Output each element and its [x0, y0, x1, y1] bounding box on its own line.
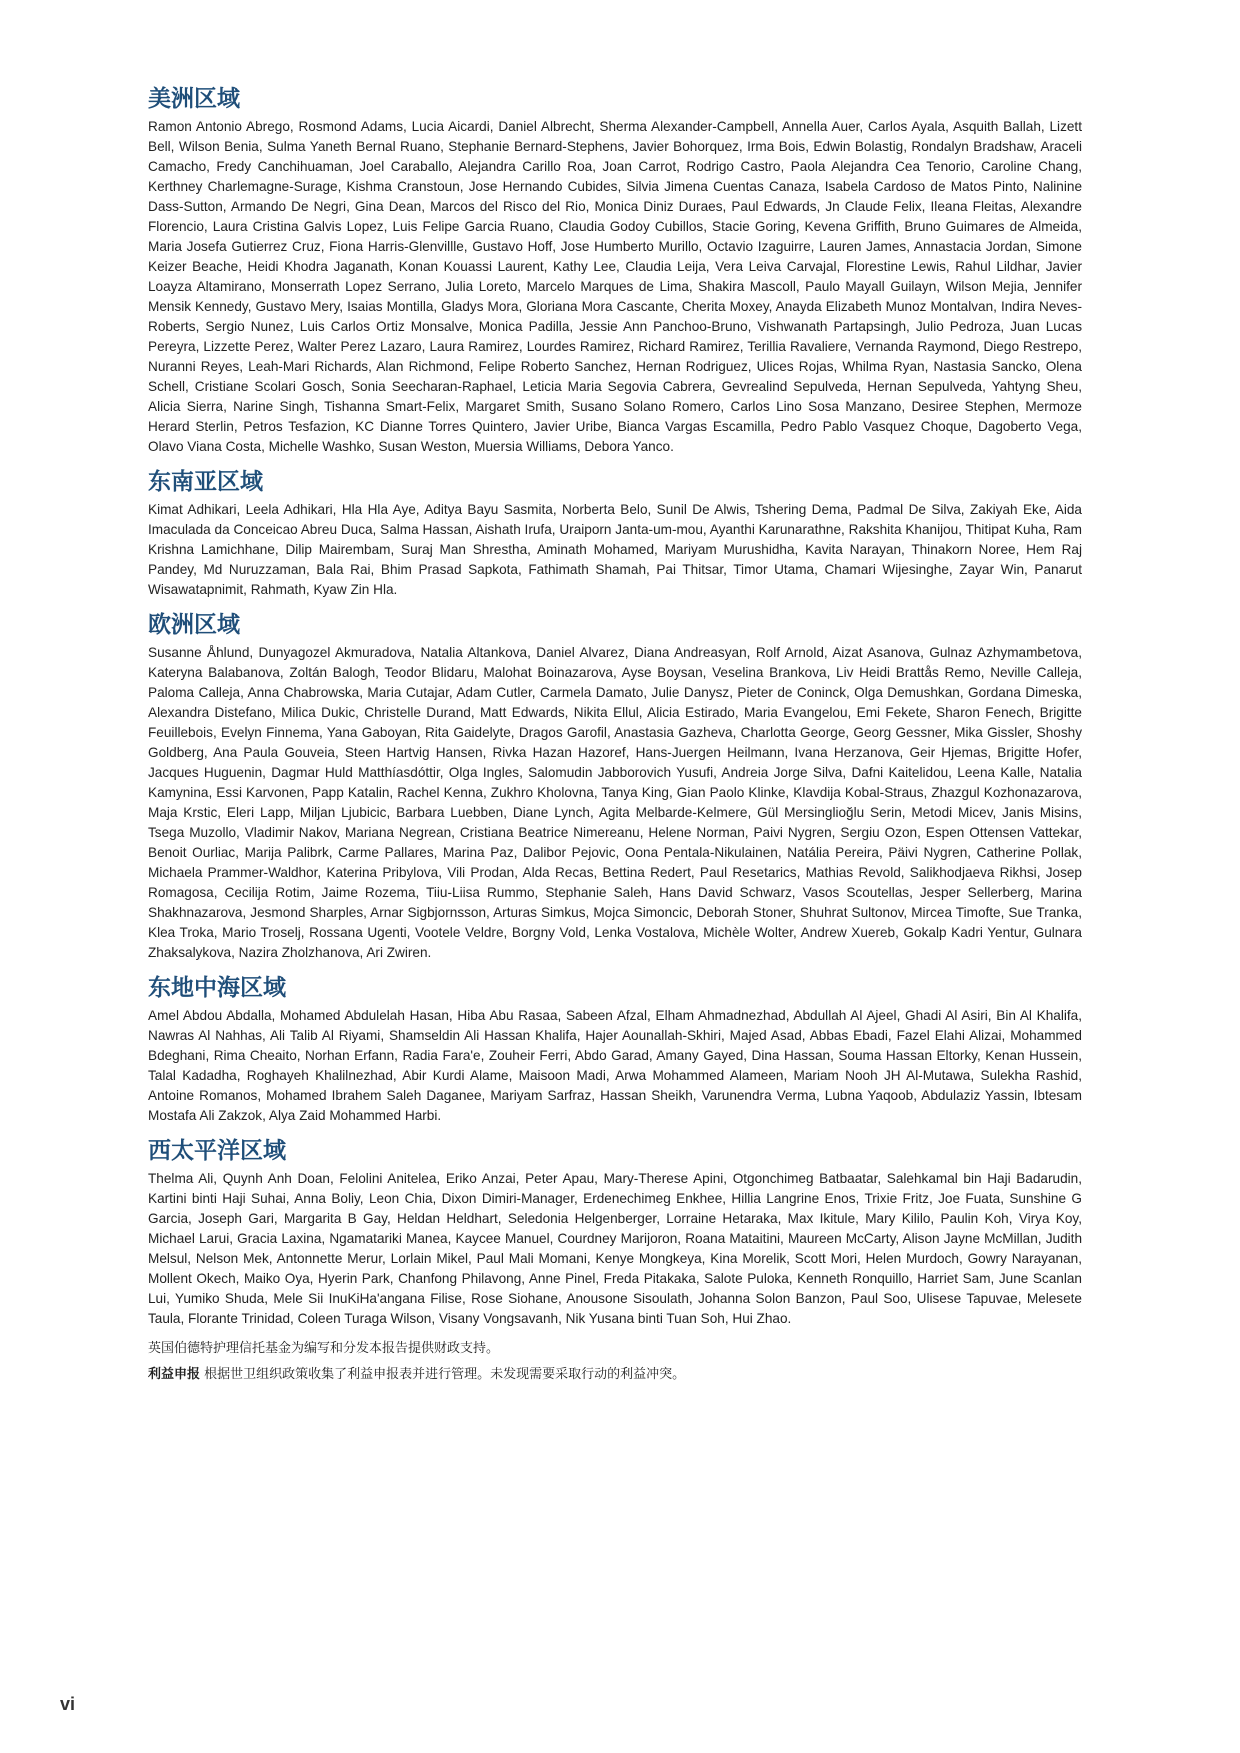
- section-body: Ramon Antonio Abrego, Rosmond Adams, Lucia Aicardi, Daniel Albrecht, Sherma Alexander-Campbell, Annella Auer, Carlos Ayala, Asquith Ballah, Lizett Bell, Wilson Benia, Sulma Yaneth Bernal Ruano, Stephanie Bernard-Stephens, Javier Bohorquez, Irma Bois, Edwin Bolastig, Rondalyn Bradshaw, Araceli Camacho, Fredy Canchihuaman, Joel Caraballo, Alejandra Carillo Roa, Joan Carrot, Rodrigo Castro, Paola Alejandra Cea Tenorio, Caroline Chang, Kerthney Charlemagne-Surage, Kishma Cranstoun, Jose Hernando Cubides, Silvia Jimena Cuentas Canaza, Isabela Cardoso de Matos Pinto, Nalinine Dass-Sutton, Armando De Negri, Gina Dean, Marcos del Risco del Rio, Monica Diniz Duraes, Paul Edwards, Jn Claude Felix, Ileana Fleitas, Alexandre Florencio, Laura Cristina Galvis Lopez, Luis Felipe Garcia Ruano, Claudia Godoy Cubillos, Stacie Goring, Kevena Griffith, Bruno Guimares de Almeida, Maria Josefa Gutierrez Cruz, Fiona Harris-Glenvillle, Gustavo Hoff, Jose Humberto Murillo, Octavio Izaguirre, Lauren James, Annastacia Jordan, Simone Keizer Beache, Heidi Khodra Jaganath, Konan Kouassi Laurent, Kathy Lee, Claudia Leija, Vera Leiva Carvajal, Florestine Lewis, Rahul Lildhar, Javier Loayza Altamirano, Monserrath Lopez Serrano, Julia Loreto, Marcelo Marques de Lima, Shakira Mascoll, Paulo Mayall Guilayn, Wilson Mejia, Jennifer Mensik Kennedy, Gustavo Mery, Isaias Montilla, Gladys Mora, Gloriana Mora Cascante, Cherita Moxey, Anayda Elizabeth Munoz Montalvan, Indira Neves- Roberts, Sergio Nunez, Luis Carlos Ortiz Monsalve, Monica Padilla, Jessie Ann Panchoo-Bruno, Vishwanath Partapsingh, Julio Pedroza, Juan Lucas Pereyra, Lizzette Perez, Walter Perez Lazaro, Laura Ramirez, Lourdes Ramirez, Richard Ramirez, Terillia Ravaliere, Vernanda Raymond, Diego Restrepo, Nuranni Reyes, Leah-Mari Richards, Alan Richmond, Felipe Roberto Sanchez, Hernan Rodriguez, Ulices Rojas, Whilma Ryan, Nastasia Sancko, Olena Schell, Cristiane Scolari Gosch, Sonia Seecharan-Raphael, Leticia Maria Segovia Cabrera, Gevrealind Sepulveda, Hernan Sepulveda, Yahtyng Sheu, Alicia Sierra, Narine Singh, Tishanna Smart-Felix, Margaret Smith, Susano Solano Romero, Carlos Lino Sosa Manzano, Desiree Stephen, Mermoze Herard Sterlin, Petros Tesfazion, KC Dianne Torres Quintero, Javier Uribe, Bianca Vargas Escamilla, Pedro Pablo Vasquez Choque, Dagoberto Vega, Olavo Viana Costa, Michelle Washko, Susan Weston, Muersia Williams, Debora Yanco.: [148, 119, 1082, 454]
- section-heading: 西太平洋区域: [148, 1138, 286, 1164]
- interest-declaration-text: 根据世卫组织政策收集了利益申报表并进行管理。未发现需要采取行动的利益冲突。: [200, 1367, 686, 1382]
- section-heading: 美洲区域: [148, 86, 240, 112]
- page-number: vi: [60, 1694, 76, 1714]
- section-europe: [148, 610, 1082, 963]
- section-western-pacific: [148, 1136, 1082, 1329]
- section-eastern-mediterranean: [148, 973, 1082, 1126]
- section-body: Kimat Adhikari, Leela Adhikari, Hla Hla Aye, Aditya Bayu Sasmita, Norberta Belo, Sunil De Alwis, Tshering Dema, Padmal De Silva, Zakiyah Eke, Aida Imaculada da Conceicao Abreu Duca, Salma Hassan, Aishath Irufa, Uraiporn Janta-um-mou, Ayanthi Karunarathne, Rakshita Khanijou, Thitipat Kuha, Ram Krishna Lamichhane, Dilip Mairembam, Suraj Man Shrestha, Aminath Mohamed, Mariyam Murushidha, Kavita Narayan, Thinakorn Noree, Hem Raj Pandey, Md Nuruzzaman, Bala Rai, Bhim Prasad Sapkota, Fathimath Shamah, Pai Thitsar, Timor Utama, Chamari Wijesinghe, Zayar Win, Panarut Wisawatapnimit, Rahmath, Kyaw Zin Hla.: [148, 502, 1082, 597]
- section-heading: 东南亚区域: [148, 469, 263, 495]
- section-body: Thelma Ali, Quynh Anh Doan, Felolini Anitelea, Eriko Anzai, Peter Apau, Mary-Therese Apini, Otgonchimeg Batbaatar, Salehkamal bin Haji Badarudin, Kartini binti Haji Suhai, Anna Boliy, Leon Chia, Dixon Dimiri-Manager, Erdenechimeg Enkhee, Hillia Langrine Enos, Trixie Fritz, Joe Fuata, Sunshine G Garcia, Joseph Gari, Margarita B Gay, Heldan Heldhart, Seledonia Helgenberger, Lorraine Hetaraka, Max Ikitule, Mary Kililo, Paulin Koh, Virya Koy, Michael Larui, Gracia Laxina, Ngamatariki Manea, Kaycee Manuel, Courdney Marijoron, Roana Mataitini, Maureen McCarty, Alison Jayne McMillan, Judith Melsul, Nelson Mek, Antonnette Merur, Lorlain Mikel, Paul Mali Momani, Kenye Mongkeya, Kina Morelik, Scott Mori, Helen Murdoch, Gowry Narayanan, Mollent Okech, Maiko Oya, Hyerin Park, Chanfong Philavong, Anne Pinel, Freda Pitakaka, Salote Puloka, Kenneth Ronquillo, Harriet Sam, June Scanlan Lui, Yumiko Shuda, Mele Sii InuKiHa'angana Filise, Rose Siohane, Anousone Sisoulath, Johanna Solon Banzon, Paul Soo, Ulisese Tapuvae, Melesete Taula, Florante Trinidad, Coleen Turaga Wilson, Visany Vongsavanh, Nik Yusana binti Tuan Soh, Hui Zhao.: [148, 1171, 1082, 1326]
- funding-note: 英国伯德特护理信托基金为编写和分发本报告提供财政支持。: [148, 1341, 500, 1356]
- interest-declaration: [148, 1365, 1082, 1385]
- section-heading: 东地中海区域: [148, 975, 286, 1001]
- section-south-east-asia: [148, 467, 1082, 600]
- section-body: Susanne Åhlund, Dunyagozel Akmuradova, Natalia Altankova, Daniel Alvarez, Diana Andreasyan, Rolf Arnold, Aizat Asanova, Gulnaz Azhymambetova, Kateryna Balabanova, Zoltán Balogh, Teodor Blidaru, Malohat Boinazarova, Ayse Boysan, Veselina Brankova, Liv Heidi Brattås Remo, Neville Calleja, Paloma Calleja, Anna Chabrowska, Maria Cutajar, Adam Cutler, Carmela Damato, Julie Danysz, Pieter de Coninck, Olga Demushkan, Gordana Dimeska, Alexandra Distefano, Milica Dukic, Christelle Durand, Matt Edwards, Nikita Ellul, Alicia Estirado, Maria Evangelou, Emi Fekete, Sharon Fenech, Brigitte Feuillebois, Evelyn Finnema, Yana Gaboyan, Rita Gaidelyte, Dragos Garofil, Anastasia Gazheva, Charlotta George, Georg Gessner, Mika Gissler, Shoshy Goldberg, Ana Paula Gouveia, Steen Hartvig Hansen, Rivka Hazan Hazoref, Hans-Juergen Heilmann, Ivana Herzanova, Geir Hjemas, Brigitte Hofer, Jacques Huguenin, Dagmar Huld Matthíasdóttir, Olga Ingles, Salomudin Jabborovich Yusufi, Andreia Jorge Silva, Dafni Kaitelidou, Leena Kalle, Natalia Kamynina, Essi Karvonen, Papp Katalin, Rachel Kenna, Zukhro Kholovna, Tanya King, Gian Paolo Klinke, Klavdija Kobal-Straus, Zhazgul Kozhonazarova, Maja Krstic, Eleri Lapp, Miljan Ljubicic, Barbara Luebben, Diane Lynch, Agita Melbarde-Kelmere, Gül Mersinglioğlu Serin, Metodi Micev, Janis Misins, Tsega Muzollo, Vladimir Nakov, Mariana Negrean, Cristiana Beatrice Nimereanu, Helene Norman, Paivi Nygren, Sergiu Ozon, Espen Ottensen Vattekar, Benoit Ourliac, Marija Palibrk, Carme Pallares, Marina Paz, Dalibor Pejovic, Oona Pentala-Nikulainen, Natália Pereira, Päivi Nygren, Catherine Pollak, Michaela Prammer-Waldhor, Katerina Pribylova, Vili Prodan, Alda Recas, Bettina Redert, Paul Resetarics, Mathias Revold, Salikhodjaeva Rikhsi, Josep Romagosa, Cecilija Rotim, Jaime Rozema, Tiiu-Liisa Rummo, Stephanie Saleh, Hans David Schwarz, Vasos Scoutellas, Jesper Sellerberg, Marina Shakhnazarova, Jesmond Sharples, Arnar Sigbjornsson, Arturas Simkus, Mojca Simoncic, Deborah Stoner, Shuhrat Sultonov, Mircea Timofte, Sue Tranka, Klea Troka, Mario Troselj, Rossana Ugenti, Vootele Veldre, Borgny Vold, Lenka Vostalova, Michèle Wolter, Andrew Xuereb, Gokalp Kadri Yentur, Gulnara Zhaksalykova, Nazira Zholzhanova, Ari Zwiren.: [148, 645, 1082, 960]
- section-body: Amel Abdou Abdalla, Mohamed Abdulelah Hasan, Hiba Abu Rasaa, Sabeen Afzal, Elham Ahmadnezhad, Abdullah Al Ajeel, Ghadi Al Asiri, Bin Al Khalifa, Nawras Al Nahhas, Ali Talib Al Riyami, Shamseldin Ali Hassan Khalifa, Hajer Aounallah-Skhiri, Majed Asad, Abbas Ebadi, Fazel Elahi Alizai, Mohammed Bdeghani, Rima Cheaito, Norhan Erfann, Radia Fara'e, Zouheir Ferri, Abdo Garad, Amany Gayed, Dina Hassan, Souma Hassan Eltorky, Kenan Hussein, Talal Kadadha, Roghayeh Khalilnezhad, Abir Kurdi Alame, Maisoon Madi, Arwa Mohammed Alameen, Mariam Nooh JH Al-Mutawa, Sulekha Rashid, Antoine Romanos, Mohamed Ibrahem Saleh Daganee, Mariyam Sarfraz, Hassan Sheikh, Varunendra Verma, Lubna Yaqoob, Abdulaziz Yassin, Ibtesam Mostafa Ali Zakzok, Alya Zaid Mohammed Harbi.: [148, 1008, 1082, 1123]
- section-americas: [148, 84, 1082, 457]
- interest-declaration-label: 利益申报: [148, 1367, 201, 1382]
- section-heading: 欧洲区域: [148, 612, 240, 638]
- page-content: [148, 84, 1082, 1391]
